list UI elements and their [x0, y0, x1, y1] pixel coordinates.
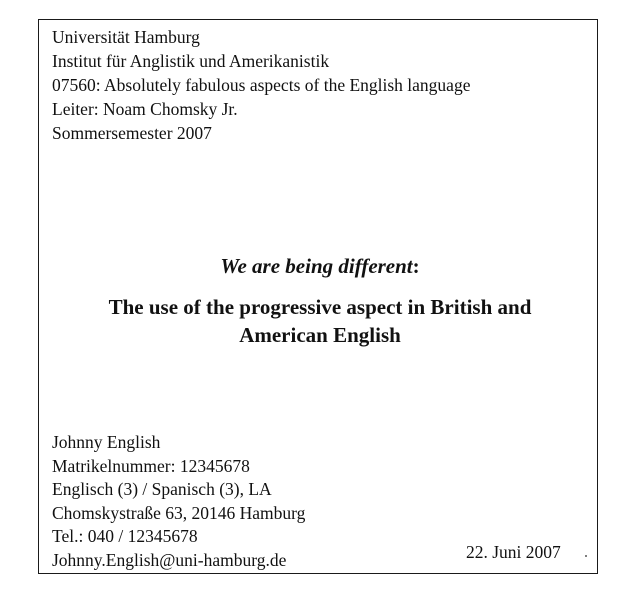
- matriculation-number: Matrikelnummer: 12345678: [52, 455, 250, 476]
- scan-speck: [585, 555, 587, 557]
- author-info: [52, 431, 305, 572]
- study-subjects: Englisch (3) / Spanisch (3), LA: [52, 479, 272, 499]
- semester: Sommersemester 2007: [52, 123, 212, 143]
- instructor-name: Leiter: Noam Chomsky Jr.: [52, 99, 238, 119]
- submission-date: 22. Juni 2007: [466, 542, 561, 562]
- institute-name: Institut für Anglistik und Amerikanistik: [52, 51, 330, 71]
- paper-subtitle: [0, 254, 640, 279]
- title-line-1: The use of the progressive aspect in British and: [108, 295, 532, 319]
- title-line-2: American English: [239, 323, 401, 347]
- paper-title: [60, 293, 580, 349]
- subtitle-colon: :: [412, 254, 420, 278]
- course-header: [52, 25, 470, 145]
- subtitle-italic: We are being different: [220, 254, 413, 278]
- phone-number: Tel.: 040 / 12345678: [52, 526, 198, 546]
- course-name: 07560: Absolutely fabulous aspects of the English language: [52, 75, 471, 95]
- postal-address: Chomskystraße 63, 20146 Hamburg: [52, 502, 306, 523]
- author-name: Johnny English: [52, 432, 161, 452]
- email-address: Johnny.English@uni-hamburg.de: [52, 549, 287, 570]
- university-name: Universität Hamburg: [52, 27, 200, 47]
